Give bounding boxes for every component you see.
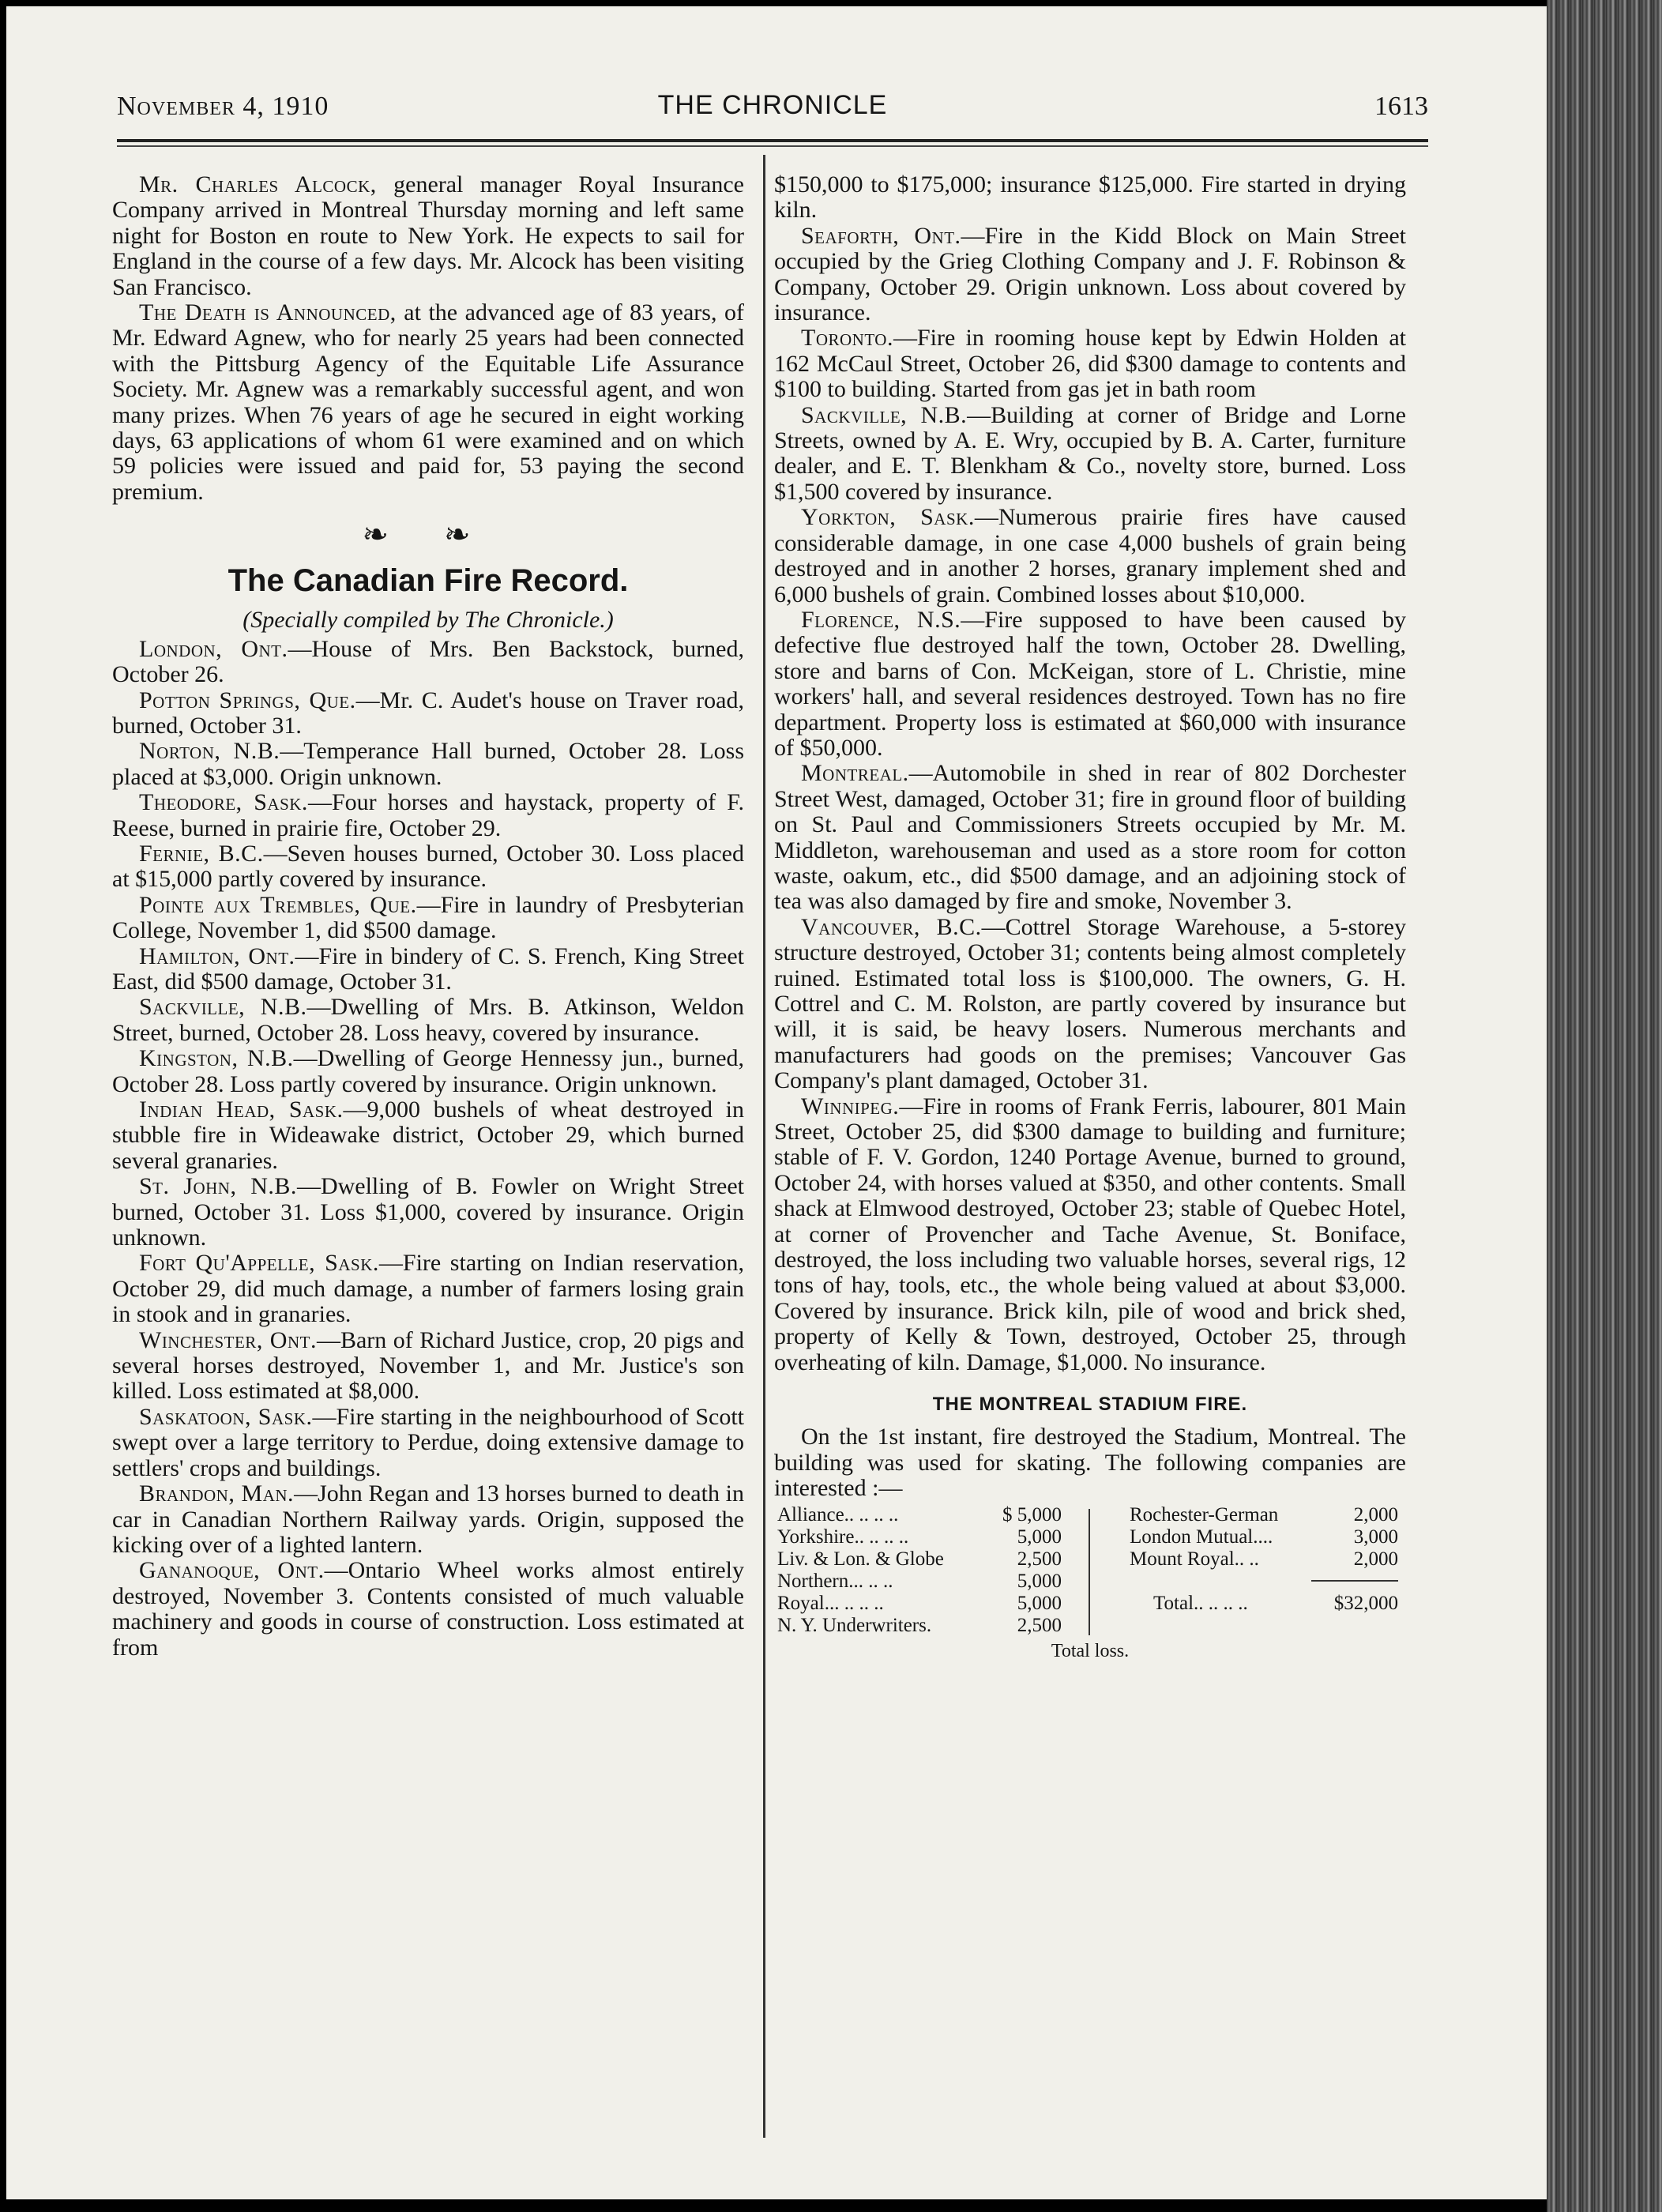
page-number: 1613 [1374, 92, 1428, 121]
company-name: Mount Royal.. .. [1130, 1548, 1259, 1571]
fire-entry [112, 1251, 744, 1327]
entry-text: —House of Mrs. Ben Backstock, burned, October 26. [112, 635, 744, 688]
entry-place: Winchester, Ont. [139, 1326, 317, 1353]
company-name: Royal... .. .. .. [777, 1593, 884, 1615]
insurance-table-left [777, 1504, 1062, 1637]
fire-entry [112, 637, 744, 688]
journal-title: THE CHRONICLE [657, 90, 888, 120]
entry-text: —Fire in rooms of Frank Ferris, labourer, 801 Main Street, October 25, did $300 damage to building and furniture; stable of F. V. Gordon, 1240 Portage Avenue, burned to ground, October 24, with horses valued at $350, and other contents. Small shack at Elmwood destroyed, October 23; stable of Quebec Hotel, at corner of Provencher and Tache Avenue, St. Boniface, destroyed, the loss including two valuable horses, several rigs, 12 tons of hay, tools, etc., the whole being valued at about $3,000. Covered by insurance. Brick kiln, pile of wood and brick shed, property of Kelly & Town, destroyed, October 25, through overheating of kiln. Damage, $1,000. No insurance. [774, 1093, 1406, 1375]
fire-entry [112, 1405, 744, 1481]
entry-text: —Dwelling of Mrs. B. Atkinson, Weldon Street, burned, October 28. Loss heavy, covered by insurance. [112, 994, 745, 1046]
fire-entry [112, 841, 744, 893]
entry-place: Gananoque, Ont. [139, 1557, 325, 1584]
entry-text: —Cottrel Storage Warehouse, a 5-storey structure destroyed, October 31; contents being almost completely ruined. Estimated total loss is $100,000. The owners, G. H. Cottrel and C. M. Rolston, are partly covered by insurance but will, it is said, be heavy losers. Numerous merchants and manufacturers had goods on the premises; Vancouver Gas Company's plant damaged, October 31. [774, 913, 1406, 1094]
insurance-row [1130, 1548, 1398, 1571]
fire-entry [112, 790, 744, 841]
entry-text: —Building at corner of Bridge and Lorne Streets, owned by A. E. Wry, occupied by B. A. Carter, furniture dealer, and E. T. Blenkham & Co., novelty store, burned. Loss $1,500 covered by insurance. [774, 401, 1406, 505]
entry-text: —Automobile in shed in rear of 802 Dorchester Street West, damaged, October 31; fire in ground floor of building on St. Paul and Commissioners Streets occupied by Mr. M. Middleton, warehouseman and used as a store room for cotton waste, oakum, etc., did $500 damage, and an adjoining stock of tea was also damaged by fire and smoke, November 3. [774, 760, 1406, 915]
company-amount: 2,500 [1017, 1548, 1062, 1571]
total-label: Total.. .. .. .. [1153, 1593, 1248, 1615]
entry-place: Fernie, B.C. [139, 840, 264, 867]
fire-entry [112, 1328, 744, 1405]
paragraph-text: general manager Royal Insurance Company arrived in Montreal Thursday morning and left same night for Boston en route to New York. He expects to sail for England in the course of a few days. Mr. Alcock has been visiting San Francisco. [112, 171, 744, 300]
continuation-text: $150,000 to $175,000; insurance $125,000. Fire started in drying kiln. [774, 171, 1406, 224]
insurance-row [777, 1504, 1062, 1526]
company-amount: $ 5,000 [1002, 1504, 1062, 1526]
company-name: Liv. & Lon. & Globe [777, 1548, 944, 1571]
entry-text: —Numerous prairie fires have caused considerable damage, in one case 4,000 bushels of grain being destroyed and in another 2 horses, granary implement shed and 6,000 bushels of grain. Combined losses about $10,000. [774, 504, 1406, 608]
entry-place: Fort Qu'Appelle, Sask. [139, 1250, 379, 1277]
company-name: Yorkshire.. .. .. .. [777, 1526, 909, 1548]
entry-place: Brandon, Man. [139, 1480, 295, 1507]
company-amount: 2,000 [1353, 1504, 1398, 1526]
fire-entry [774, 608, 1406, 761]
company-amount: 3,000 [1353, 1526, 1398, 1548]
fire-entry [112, 995, 744, 1046]
company-amount: 2,500 [1017, 1615, 1062, 1637]
entry-text: —Fire starting in the neighbourhood of Scott swept over a large territory to Perdue, doing extensive damage to settlers' crops and buildings. [112, 1403, 744, 1481]
company-name: N. Y. Underwriters. [777, 1615, 932, 1637]
fire-entry [112, 944, 744, 995]
page [6, 6, 1547, 2199]
entry-text: —Fire supposed to have been caused by defective flue destroyed half the town, October 28. Dwelling, store and barns of Con. McKeigan, store of L. Christie, mine workers' hall, and several residences destroyed. Town has no fire department. Property loss is estimated at $60,000 with insurance of $50,000. [774, 606, 1406, 761]
intro-paragraph-alcock [112, 172, 744, 300]
entry-place: Saskatoon, Sask. [139, 1403, 313, 1430]
fire-entry [774, 915, 1406, 1094]
running-head [117, 87, 1428, 128]
fire-entry [112, 893, 744, 944]
fire-entry [112, 688, 744, 739]
company-name: Rochester-German [1130, 1504, 1279, 1526]
entry-text: —Temperance Hall burned, October 28. Loss placed at $3,000. Origin unknown. [112, 738, 745, 790]
insurance-row [1130, 1526, 1398, 1548]
binding-gutter [1547, 0, 1662, 2212]
header-rule-thick [117, 139, 1428, 142]
company-amount: 2,000 [1353, 1548, 1398, 1571]
company-amount: 5,000 [1017, 1526, 1062, 1548]
fire-entry [112, 739, 744, 790]
paragraph-text: at the advanced age of 83 years, of Mr. Edward Agnew, who for nearly 25 years had been connected with the Pittsburg Agency of the Equitable Life Assurance Society. Mr. Agnew was a remarkably successful agent, and won many prizes. When 76 years of age he secured in eight working days, 63 applications of whom 61 were examined and on which 59 policies were issued and paid for, 53 paying the second premium. [112, 299, 744, 505]
entry-place: Vancouver, B.C. [801, 913, 982, 940]
stadium-fire-text: On the 1st instant, fire destroyed the Stadium, Montreal. The building was used for skating. The following companies are interested :— [774, 1424, 1406, 1501]
entry-text: —Four horses and haystack, property of F. Reese, burned in prairie fire, October 29. [112, 789, 744, 841]
insurance-row [1130, 1504, 1398, 1526]
total-amount: $32,000 [1333, 1593, 1398, 1615]
entry-place: Hamilton, Ont. [139, 942, 295, 969]
company-name: Alliance.. .. .. .. [777, 1504, 899, 1526]
entry-place: Kingston, N.B. [139, 1045, 294, 1072]
fire-entry [774, 761, 1406, 914]
paragraph-head: The Death is Announced, [139, 299, 397, 326]
entry-text: —John Regan and 13 horses burned to death in car in Canadian Northern Railway yards. Origin, supposed the kicking over of a lighted lantern. [112, 1480, 744, 1558]
fire-entry [774, 325, 1406, 402]
entry-place: Florence, N.S. [801, 606, 961, 633]
entry-place: Sackville, N.B. [801, 401, 968, 428]
total-row [1130, 1593, 1398, 1615]
fire-record-list-left [112, 637, 744, 1661]
insurance-row [777, 1615, 1062, 1637]
entry-place: Winnipeg. [801, 1093, 900, 1119]
section-subtitle: (Specially compiled by The Chronicle.) [243, 607, 614, 634]
entry-text: —Fire in the Kidd Block on Main Street occupied by the Grieg Clothing Company and J. F. Robinson & Company, October 29. Origin unknown. Loss about covered by insurance. [774, 222, 1406, 326]
entry-place: Sackville, N.B. [139, 994, 307, 1021]
entry-place: Indian Head, Sask. [139, 1097, 344, 1123]
entry-place: Montreal. [801, 760, 909, 787]
table-divider [1089, 1509, 1090, 1635]
fire-entry [112, 1046, 744, 1097]
insurance-row [777, 1526, 1062, 1548]
entry-place: Potton Springs, Que. [139, 687, 356, 713]
insurance-row [777, 1571, 1062, 1593]
fire-entry [774, 1094, 1406, 1375]
fleuron-ornament: ❧ ❧ [362, 517, 494, 553]
entry-text: —Fire starting on Indian reservation, October 29, did much damage, a number of farmers losing grain in stook and in granaries. [112, 1250, 744, 1328]
fire-entry [774, 403, 1406, 506]
fire-record-list-right [774, 224, 1406, 1375]
entry-text: —Mr. C. Audet's house on Traver road, burned, October 31. [112, 687, 744, 739]
entry-place: Theodore, Sask. [139, 789, 308, 816]
entry-text: —Fire in rooming house kept by Edwin Holden at 162 McCaul Street, October 26, did $300 damage to contents and $100 to building. Started from gas jet in bath room [774, 325, 1406, 403]
right-column [774, 172, 1406, 1662]
fire-entry [112, 1558, 744, 1661]
company-amount: 5,000 [1017, 1571, 1062, 1593]
fire-entry [112, 1481, 744, 1558]
total-loss-note: Total loss. [1051, 1641, 1130, 1662]
fire-entry [112, 1097, 744, 1174]
entry-place: Pointe aux Trembles, Que. [139, 891, 417, 918]
insurance-row [777, 1548, 1062, 1571]
company-amount: 5,000 [1017, 1593, 1062, 1615]
entry-text: —Ontario Wheel works almost entirely destroyed, November 3. Contents consisted of much valuable machinery and goods in course of construction. Loss estimated at from [112, 1557, 744, 1661]
entry-text: —Dwelling of George Hennessy jun., burned, October 28. Loss partly covered by insurance. Origin unknown. [112, 1045, 745, 1097]
company-name: London Mutual.... [1130, 1526, 1273, 1548]
paragraph-head: Mr. Charles Alcock, [139, 171, 377, 198]
entry-text: —9,000 bushels of wheat destroyed in stubble fire in Wideawake district, October 29, which burned several granaries. [112, 1097, 744, 1174]
issue-date: November 4, 1910 [117, 92, 329, 121]
company-name: Northern... .. .. [777, 1571, 893, 1593]
section-title: The Canadian Fire Record. [227, 563, 629, 599]
entry-place: Yorkton, Sask. [801, 504, 975, 531]
stadium-fire-title: THE MONTREAL STADIUM FIRE. [932, 1394, 1248, 1416]
fire-entry [774, 505, 1406, 608]
entry-place: Norton, N.B. [139, 738, 280, 765]
entry-text: —Fire in bindery of C. S. French, King Street East, did $500 damage, October 31. [112, 942, 744, 995]
fire-entry [774, 224, 1406, 326]
insurance-table [774, 1504, 1406, 1662]
left-column [112, 172, 744, 1661]
entry-text: —Seven houses burned, October 30. Loss placed at $15,000 partly covered by insurance. [112, 840, 744, 893]
entry-text: —Barn of Richard Justice, crop, 20 pigs and several horses destroyed, November 1, and Mr. Justice's son killed. Loss estimated at $8,000. [112, 1326, 744, 1405]
fire-entry [112, 1174, 744, 1251]
insurance-table-right [1130, 1504, 1398, 1615]
entry-text: —Dwelling of B. Fowler on Wright Street burned, October 31. Loss $1,000, covered by insurance. Origin unknown. [112, 1173, 744, 1251]
sum-rule [1311, 1580, 1398, 1582]
insurance-row [777, 1593, 1062, 1615]
column-divider [763, 155, 765, 2138]
intro-paragraph-agnew [112, 300, 744, 505]
entry-place: St. John, N.B. [139, 1173, 297, 1200]
entry-place: Toronto. [801, 325, 893, 352]
header-rule-thin [117, 145, 1428, 147]
entry-place: London, Ont. [139, 635, 288, 662]
entry-text: —Fire in laundry of Presbyterian College, November 1, did $500 damage. [112, 891, 744, 944]
entry-place: Seaforth, Ont. [801, 222, 961, 249]
